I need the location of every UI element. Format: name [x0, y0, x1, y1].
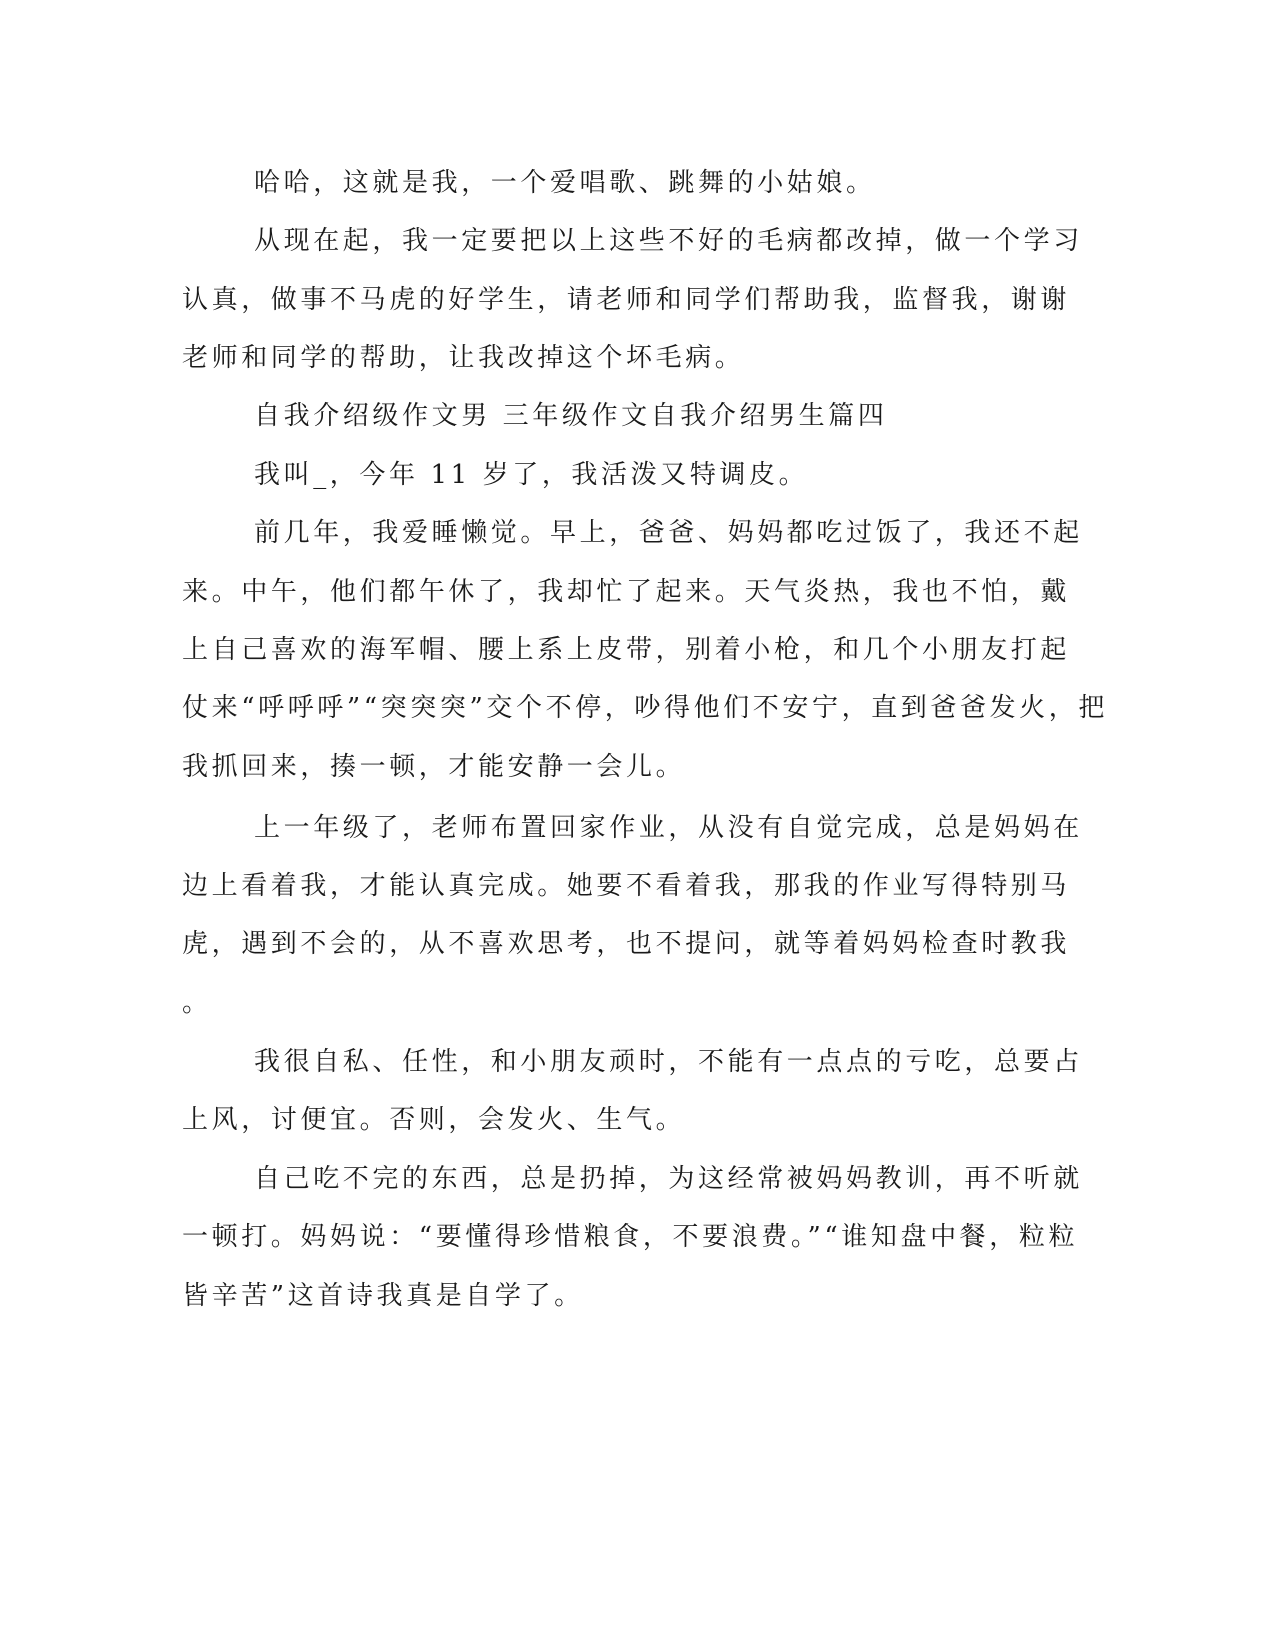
- text-line: 自己吃不完的东西，总是扔掉，为这经常被妈妈教训，再不听就: [254, 1164, 1083, 1194]
- text-line: 。: [182, 988, 212, 1018]
- text-line: 来。中午，他们都午休了，我却忙了起来。天气炎热，我也不怕，戴: [182, 577, 1071, 607]
- text-line: 前几年，我爱睡懒觉。早上，爸爸、妈妈都吃过饭了，我还不起: [254, 518, 1083, 548]
- text-line: 老师和同学的帮助，让我改掉这个坏毛病。: [182, 343, 745, 373]
- text-line: 一顿打。妈妈说：“要懂得珍惜粮食，不要浪费。”“谁知盘中餐，粒粒: [182, 1222, 1079, 1252]
- text-line: 上自己喜欢的海军帽、腰上系上皮带，别着小枪，和几个小朋友打起: [182, 635, 1071, 665]
- text-line: 认真，做事不马虎的好学生，请老师和同学们帮助我，监督我，谢谢: [182, 285, 1071, 315]
- text-line: 我抓回来，揍一顿，才能安静一会儿。: [182, 752, 686, 782]
- text-line: 仗来“呼呼呼”“突突突”交个不停，吵得他们不安宁，直到爸爸发火，把: [182, 693, 1108, 723]
- text-line: 上风，讨便宜。否则，会发火、生气。: [182, 1105, 686, 1135]
- text-line: 我叫_，今年 11 岁了，我活泼又特调皮。: [254, 460, 809, 490]
- text-line: 从现在起，我一定要把以上这些不好的毛病都改掉，做一个学习: [254, 226, 1083, 256]
- text-line: 哈哈，这就是我，一个爱唱歌、跳舞的小姑娘。: [254, 168, 876, 198]
- text-line: 边上看着我，才能认真完成。她要不看着我，那我的作业写得特别马: [182, 871, 1071, 901]
- text-line: 虎，遇到不会的，从不喜欢思考，也不提问，就等着妈妈检查时教我: [182, 929, 1071, 959]
- section-heading: 自我介绍级作文男 三年级作文自我介绍男生篇四: [254, 401, 888, 431]
- text-line: 上一年级了，老师布置回家作业，从没有自觉完成，总是妈妈在: [254, 813, 1083, 843]
- text-line: 皆辛苦”这首诗我真是自学了。: [182, 1281, 584, 1311]
- text-line: 我很自私、任性，和小朋友顽时，不能有一点点的亏吃，总要占: [254, 1047, 1083, 1077]
